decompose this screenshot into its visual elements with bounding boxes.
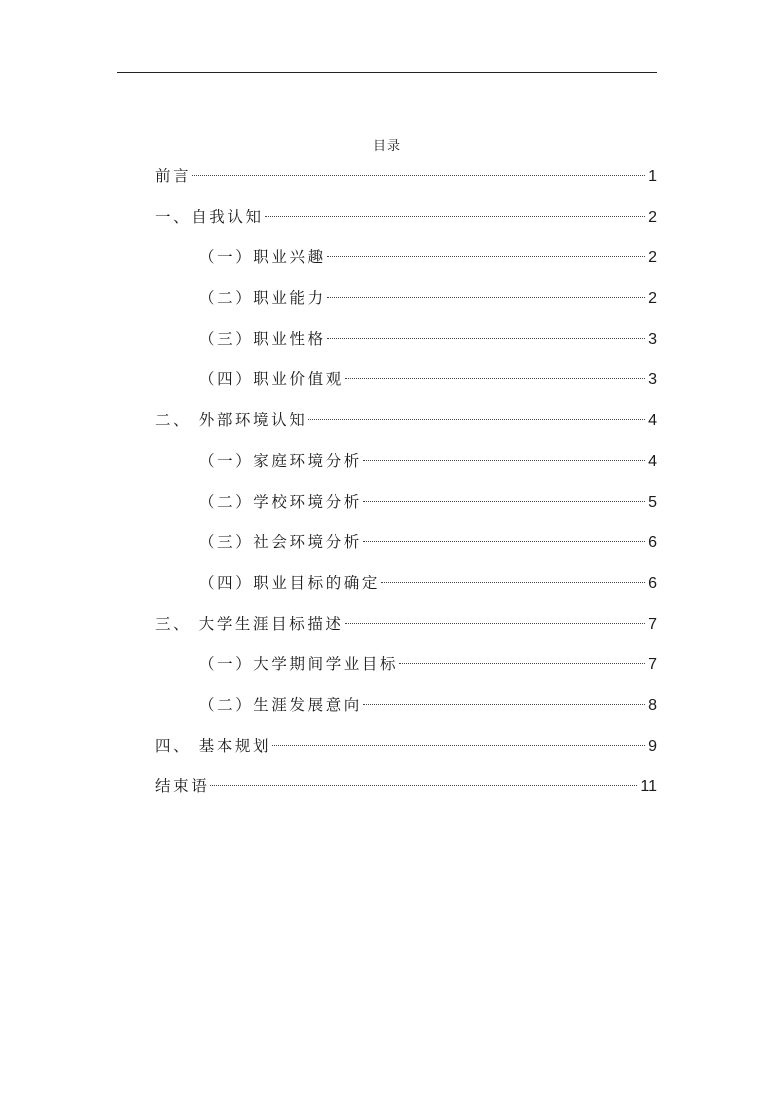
toc-dot-leader — [327, 297, 645, 298]
toc-dot-leader — [399, 663, 645, 664]
toc-entry-label: 一、自我认知 — [155, 207, 264, 226]
toc-entry-page-number: 5 — [648, 493, 657, 511]
toc-entry-label: （四）职业目标的确定 — [199, 573, 381, 592]
toc-dot-leader — [363, 541, 645, 542]
toc-entry-label: （一）职业兴趣 — [199, 248, 326, 267]
toc-dot-leader — [381, 582, 645, 583]
toc-entry-page-number: 7 — [648, 656, 657, 674]
toc-dot-leader — [210, 785, 637, 786]
toc-entry[interactable] — [155, 204, 657, 245]
toc-entry-label: （四）职业价值观 — [199, 370, 344, 389]
toc-dot-leader — [272, 745, 645, 746]
toc-dot-leader — [363, 460, 645, 461]
toc-entry[interactable] — [155, 489, 657, 530]
toc-entry-label: 结束语 — [155, 777, 210, 796]
toc-entry-page-number: 3 — [648, 330, 657, 348]
toc-entry[interactable] — [155, 326, 657, 367]
toc-entry-label: （二）职业能力 — [199, 289, 326, 308]
toc-entry-label: （二）生涯发展意向 — [199, 695, 362, 714]
toc-entry[interactable] — [155, 733, 657, 774]
toc-entry[interactable] — [155, 651, 657, 692]
toc-entry-label: （三）职业性格 — [199, 329, 326, 348]
toc-entry-page-number: 7 — [648, 615, 657, 633]
toc-entry-label: 前言 — [155, 167, 192, 185]
toc-dot-leader — [345, 378, 645, 379]
toc-dot-leader — [345, 623, 646, 624]
toc-dot-leader — [327, 338, 645, 339]
toc-entry-label: （二）学校环境分析 — [199, 492, 362, 511]
toc-entry[interactable] — [155, 285, 657, 326]
toc-title: 目录 — [372, 139, 401, 154]
toc-entry-page-number: 2 — [648, 290, 657, 308]
table-of-contents — [155, 163, 657, 814]
toc-entry-page-number: 6 — [648, 534, 657, 552]
toc-entry-page-number: 2 — [648, 249, 657, 267]
toc-entry[interactable] — [155, 692, 657, 733]
toc-entry[interactable] — [155, 773, 657, 814]
toc-entry-page-number: 8 — [648, 696, 657, 714]
toc-entry[interactable] — [155, 244, 657, 285]
toc-dot-leader — [265, 216, 645, 217]
toc-entry[interactable] — [155, 366, 657, 407]
toc-entry-page-number: 3 — [648, 371, 657, 389]
toc-entry-label: 二、 外部环境认知 — [155, 411, 308, 430]
toc-entry[interactable] — [155, 448, 657, 489]
toc-dot-leader — [327, 256, 645, 257]
toc-entry-label: 四、 基本规划 — [155, 736, 272, 755]
toc-entry-page-number: 2 — [648, 208, 657, 226]
toc-entry-page-number: 11 — [640, 778, 657, 796]
toc-entry-page-number: 9 — [648, 737, 657, 755]
toc-dot-leader — [363, 704, 645, 705]
toc-dot-leader — [363, 501, 645, 502]
toc-entry-page-number: 4 — [648, 412, 657, 430]
toc-entry[interactable] — [155, 529, 657, 570]
toc-entry[interactable] — [155, 163, 657, 204]
toc-dot-leader — [308, 419, 645, 420]
toc-entry-label: 三、 大学生涯目标描述 — [155, 614, 344, 633]
toc-entry-page-number: 4 — [648, 452, 657, 470]
header-rule — [117, 72, 657, 73]
toc-entry-label: （一）家庭环境分析 — [199, 451, 362, 470]
toc-entry[interactable] — [155, 407, 657, 448]
toc-entry-page-number: 1 — [648, 168, 657, 185]
toc-entry[interactable] — [155, 611, 657, 652]
toc-entry-label: （三）社会环境分析 — [199, 533, 362, 552]
toc-entry-label: （一）大学期间学业目标 — [199, 655, 399, 674]
toc-entry-page-number: 6 — [648, 574, 657, 592]
toc-dot-leader — [192, 175, 645, 176]
toc-entry[interactable] — [155, 570, 657, 611]
